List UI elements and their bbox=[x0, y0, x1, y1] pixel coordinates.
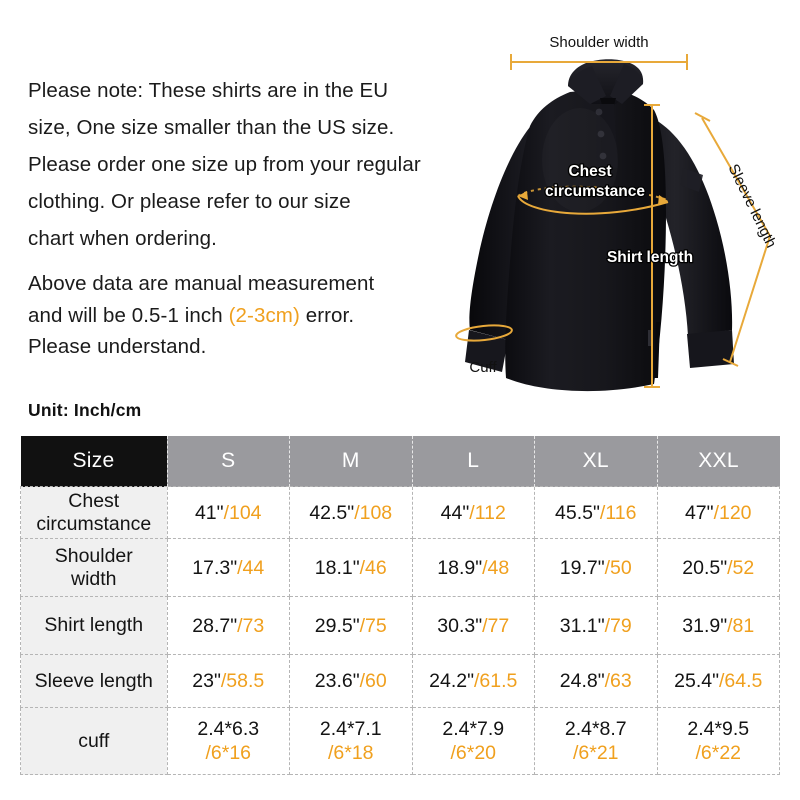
cell-cuff-m bbox=[290, 708, 413, 775]
cell-shirtlen-xl bbox=[535, 597, 658, 655]
value-cm: /64.5 bbox=[719, 670, 763, 692]
row-label-chest-circumstance bbox=[21, 487, 168, 539]
row-label-line2: width bbox=[70, 567, 117, 590]
value-inch: 31.1" bbox=[559, 614, 605, 637]
note-line: Please note: These shirts are in the EU bbox=[28, 79, 389, 102]
cell-sleeve-xxl bbox=[657, 655, 780, 708]
cell-shirtlen-m bbox=[290, 597, 413, 655]
shirt-length-label: Shirt length bbox=[606, 249, 694, 266]
value-cm: /52 bbox=[727, 556, 755, 579]
header-cell-size: Size bbox=[21, 436, 168, 487]
value-inch: 42.5" bbox=[309, 501, 355, 524]
value-inch: 47" bbox=[684, 501, 714, 524]
cell-shoulder-l bbox=[412, 539, 535, 597]
value-cm: /60 bbox=[359, 670, 387, 692]
header-cell-xxl: XXL bbox=[657, 436, 780, 487]
value-inch: 19.7" bbox=[559, 556, 605, 579]
value-cm: /6*21 bbox=[572, 742, 619, 764]
warning-text-after: error. bbox=[299, 303, 355, 327]
row-label-shoulder-width bbox=[21, 539, 168, 597]
header-cell-l: L bbox=[412, 436, 535, 487]
size-chart-table bbox=[20, 436, 780, 775]
value-cm: /79 bbox=[604, 614, 632, 637]
cell-chest-xl bbox=[535, 487, 658, 539]
value-inch: 24.8" bbox=[559, 670, 605, 692]
row-label-line2: circumstance bbox=[36, 512, 152, 535]
cell-chest-s bbox=[167, 487, 290, 539]
value-cm: /61.5 bbox=[474, 670, 518, 692]
warning-line-1: Above data are manual measurement bbox=[28, 272, 375, 295]
cell-shoulder-xl bbox=[535, 539, 658, 597]
measurement-tolerance-note bbox=[28, 268, 468, 363]
value-inch: 28.7" bbox=[192, 614, 238, 637]
cell-cuff-xxl bbox=[657, 708, 780, 775]
value-cm: /58.5 bbox=[220, 670, 265, 692]
value-cm: /116 bbox=[599, 501, 637, 524]
warning-line-2 bbox=[28, 300, 468, 332]
table-row bbox=[21, 487, 780, 539]
value-cm: /77 bbox=[482, 614, 510, 637]
value-inch: 2.4*7.1 bbox=[319, 718, 382, 740]
cell-chest-l bbox=[412, 487, 535, 539]
cell-cuff-s bbox=[167, 708, 290, 775]
shoulder-width-label: Shoulder width bbox=[549, 34, 649, 51]
value-cm: /44 bbox=[237, 556, 265, 579]
value-cm: /46 bbox=[359, 556, 387, 579]
cell-shirtlen-l bbox=[412, 597, 535, 655]
table-row bbox=[21, 655, 780, 708]
cell-cuff-xl bbox=[535, 708, 658, 775]
value-inch: 2.4*8.7 bbox=[564, 718, 627, 740]
note-line: Please order one size up from your regular bbox=[28, 153, 421, 176]
cell-sleeve-m bbox=[290, 655, 413, 708]
cell-shirtlen-s bbox=[167, 597, 290, 655]
value-inch: 2.4*6.3 bbox=[197, 718, 260, 740]
chest-circumference-label-line2: circumstance bbox=[545, 183, 645, 200]
value-inch: 2.4*7.9 bbox=[442, 718, 505, 740]
value-inch: 23" bbox=[192, 670, 221, 692]
cell-chest-xxl bbox=[657, 487, 780, 539]
value-inch: 41" bbox=[194, 501, 224, 524]
cell-shoulder-s bbox=[167, 539, 290, 597]
sleeve-length-label: Sleeve length bbox=[724, 161, 780, 251]
value-cm: /81 bbox=[727, 614, 755, 637]
row-label-line1: Shoulder bbox=[54, 544, 133, 567]
warning-tolerance-cm: (2-3cm) bbox=[228, 303, 300, 327]
cell-shirtlen-xxl bbox=[657, 597, 780, 655]
value-cm: /112 bbox=[469, 501, 506, 524]
table-row bbox=[21, 708, 780, 775]
value-inch: 2.4*9.5 bbox=[687, 718, 750, 740]
value-inch: 20.5" bbox=[682, 556, 728, 579]
cell-shoulder-xxl bbox=[657, 539, 780, 597]
header-cell-xl: XL bbox=[535, 436, 658, 487]
table-header-row bbox=[21, 436, 780, 487]
warning-line-3: Please understand. bbox=[28, 335, 207, 358]
value-inch: 23.6" bbox=[314, 670, 360, 692]
value-cm: /63 bbox=[604, 670, 632, 692]
shirt-right-cuff bbox=[687, 330, 734, 368]
value-cm: /50 bbox=[604, 556, 632, 579]
table-row bbox=[21, 597, 780, 655]
row-label-cuff: cuff bbox=[21, 708, 168, 775]
chest-circumference-label-line1: Chest bbox=[568, 163, 612, 180]
value-cm: /6*16 bbox=[205, 742, 252, 764]
unit-label: Unit: Inch/cm bbox=[28, 400, 142, 420]
value-cm: /104 bbox=[223, 501, 262, 524]
row-label-sleeve-length: Sleeve length bbox=[21, 655, 168, 708]
value-inch: 25.4" bbox=[674, 670, 719, 692]
value-inch: 45.5" bbox=[555, 501, 600, 524]
note-line: chart when ordering. bbox=[28, 227, 217, 250]
value-cm: /48 bbox=[482, 556, 510, 579]
value-inch: 17.3" bbox=[192, 556, 238, 579]
table-row bbox=[21, 539, 780, 597]
value-inch: 24.2" bbox=[429, 670, 474, 692]
cell-sleeve-xl bbox=[535, 655, 658, 708]
value-cm: /73 bbox=[237, 614, 265, 637]
note-line: clothing. Or please refer to our size bbox=[28, 190, 351, 213]
shirt-measurement-diagram bbox=[440, 0, 800, 425]
header-cell-m: M bbox=[290, 436, 413, 487]
cell-cuff-l bbox=[412, 708, 535, 775]
value-inch: 29.5" bbox=[314, 614, 360, 637]
cell-sleeve-s bbox=[167, 655, 290, 708]
value-cm: /6*22 bbox=[695, 742, 742, 764]
value-inch: 18.9" bbox=[437, 556, 483, 579]
row-label-line1: Chest bbox=[68, 489, 120, 512]
header-cell-s: S bbox=[167, 436, 290, 487]
row-label-shirt-length: Shirt length bbox=[21, 597, 168, 655]
value-inch: 18.1" bbox=[314, 556, 360, 579]
value-cm: /108 bbox=[354, 501, 393, 524]
cuff-label: Cuff bbox=[469, 359, 497, 376]
cell-shoulder-m bbox=[290, 539, 413, 597]
note-line: size, One size smaller than the US size. bbox=[28, 116, 395, 139]
value-cm: /6*18 bbox=[327, 742, 374, 764]
cell-chest-m bbox=[290, 487, 413, 539]
cell-sleeve-l bbox=[412, 655, 535, 708]
value-cm: /75 bbox=[359, 614, 387, 637]
value-cm: /6*20 bbox=[450, 742, 497, 764]
value-inch: 44" bbox=[440, 501, 470, 524]
size-note-paragraph bbox=[28, 72, 458, 257]
value-inch: 30.3" bbox=[437, 614, 483, 637]
value-inch: 31.9" bbox=[682, 614, 728, 637]
warning-text-before: and will be 0.5-1 inch bbox=[28, 303, 229, 327]
value-cm: /120 bbox=[713, 501, 752, 524]
